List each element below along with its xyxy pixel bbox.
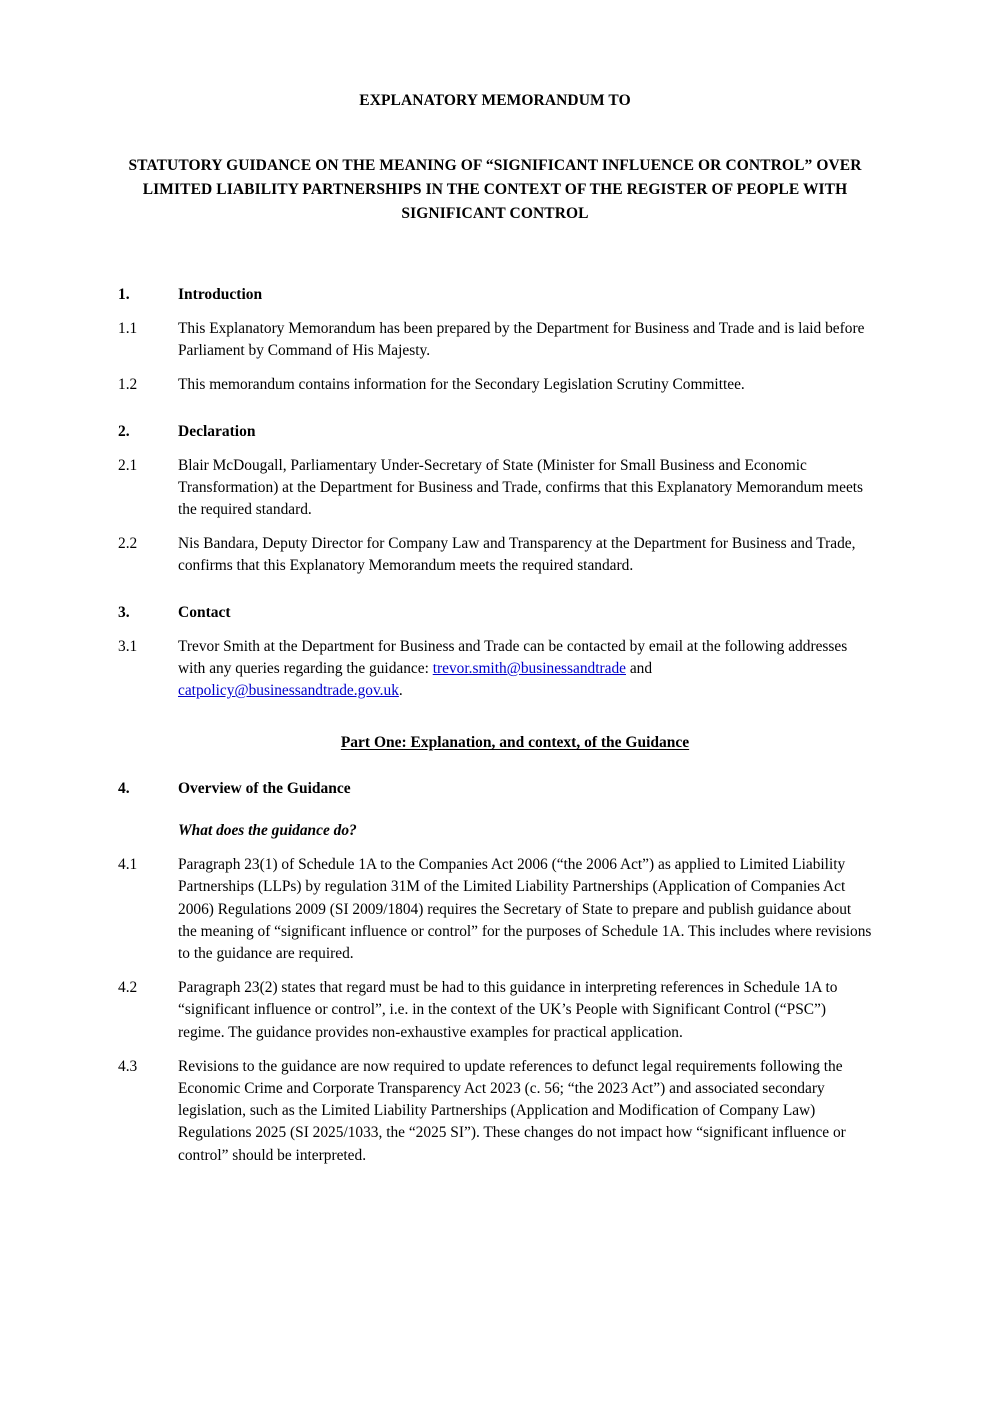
- paragraph-number: 2.2: [118, 535, 138, 553]
- section-label: Introduction: [178, 286, 263, 303]
- section-number: 2.: [118, 422, 130, 440]
- paragraph-text: Paragraph 23(1) of Schedule 1A to the Companies Act 2006 (“the 2006 Act”) as applied to Limited Liability Partnerships (LLPs) by regulation 31M of the Limited Liability Partnerships (Application of Companies Act 2006) Regulations 2009 (SI 2009/1804) requires the Secretary of State to prepare and publish guidance about the meaning of “significant influence or control” for the purposes of Schedule 1A. This includes where revisions to the guidance are required.: [178, 856, 872, 963]
- paragraph-text: This memorandum contains information for the Secondary Legislation Scrutiny Committee.: [178, 376, 745, 394]
- paragraph-number: 2.1: [118, 456, 138, 474]
- paragraph-text: [178, 636, 872, 703]
- subheading-what-does-guidance-do: What does the guidance do?: [178, 822, 357, 840]
- paragraph-number: 4.3: [118, 1057, 138, 1075]
- paragraph-1-2: [118, 374, 872, 396]
- paragraph-2-2: [118, 533, 872, 577]
- email-link-trevor-smith[interactable]: trevor.smith@businessandtrade: [432, 659, 626, 677]
- part-one-heading: [118, 732, 872, 754]
- paragraph-text: Nis Bandara, Deputy Director for Company Law and Transparency at the Department for Business and Trade, confirms that this Explanatory Memorandum meets the required standard.: [178, 535, 856, 575]
- section-number: 3.: [118, 603, 130, 621]
- section-label: Declaration: [178, 422, 256, 440]
- section-heading-introduction: [118, 284, 872, 306]
- title-spacer: [118, 226, 872, 260]
- paragraph-3-1: [118, 636, 872, 703]
- paragraph-text: Revisions to the guidance are now required to update references to defunct legal requirements following the Economic Crime and Corporate Transparency Act 2023 (c. 56; “the 2023 Act”) and associated secondary legislation, such as the Limited Liability Partnerships (Application and Modification of Company Law) Regulations 2025 (SI 2025/1033, the “2025 SI”). These changes do not impact how “significant influence or control” should be interpreted.: [178, 1057, 846, 1164]
- section-label: Overview of the Guidance: [178, 780, 351, 798]
- section-heading-declaration: [118, 421, 872, 443]
- section-number: 4.: [118, 780, 130, 798]
- email-link-catpolicy[interactable]: catpolicy@businessandtrade.gov.uk: [178, 682, 399, 700]
- section-label: Contact: [178, 603, 231, 621]
- paragraph-text: Paragraph 23(2) states that regard must be had to this guidance in interpreting references in Schedule 1A to “significant influence or control”, i.e. in the context of the UK’s People with Significant Control (“PSC”) regime. The guidance provides non-exhaustive examples for practical application.: [178, 979, 838, 1041]
- paragraph-text: This Explanatory Memorandum has been prepared by the Department for Business and Trade and is laid before Parliament by Command of His Majesty.: [178, 320, 865, 360]
- section-heading-contact: [118, 602, 872, 624]
- document-subtitle: STATUTORY GUIDANCE ON THE MEANING OF “SIGNIFICANT INFLUENCE OR CONTROL” OVER LIMITED LIABILITY PARTNERSHIPS IN THE CONTEXT OF THE REGISTER OF PEOPLE WITH SIGNIFICANT CONTROL: [128, 157, 862, 222]
- contact-text-middle: and: [626, 659, 653, 677]
- paragraph-number: 3.1: [118, 637, 138, 655]
- paragraph-4-2: [118, 977, 872, 1044]
- document-title: EXPLANATORY MEMORANDUM TO: [359, 92, 631, 109]
- paragraph-1-1: [118, 318, 872, 362]
- part-one-heading-text: Part One: Explanation, and context, of the Guidance: [340, 734, 690, 752]
- paragraph-2-1: [118, 455, 872, 522]
- paragraph-text: Blair McDougall, Parliamentary Under-Secretary of State (Minister for Small Business and Economic Transformation) at the Department for Business and Trade, confirms that this Explanatory Memorandum meets the required standard.: [178, 456, 864, 519]
- contact-text-before: Trevor Smith at the Department for Business and Trade can be contacted by email at the following addresses with any queries regarding the guidance:: [178, 637, 848, 677]
- paragraph-number: 4.2: [118, 979, 138, 997]
- paragraph-4-1: [118, 854, 872, 965]
- document-body: [118, 0, 872, 1167]
- paragraph-4-3: [118, 1056, 872, 1167]
- section-number: 1.: [118, 286, 130, 303]
- paragraph-number: 4.1: [118, 856, 138, 874]
- paragraph-number: 1.2: [118, 376, 138, 394]
- section-heading-overview: [118, 778, 872, 800]
- paragraph-number: 1.1: [118, 320, 138, 337]
- contact-text-after: .: [398, 682, 403, 700]
